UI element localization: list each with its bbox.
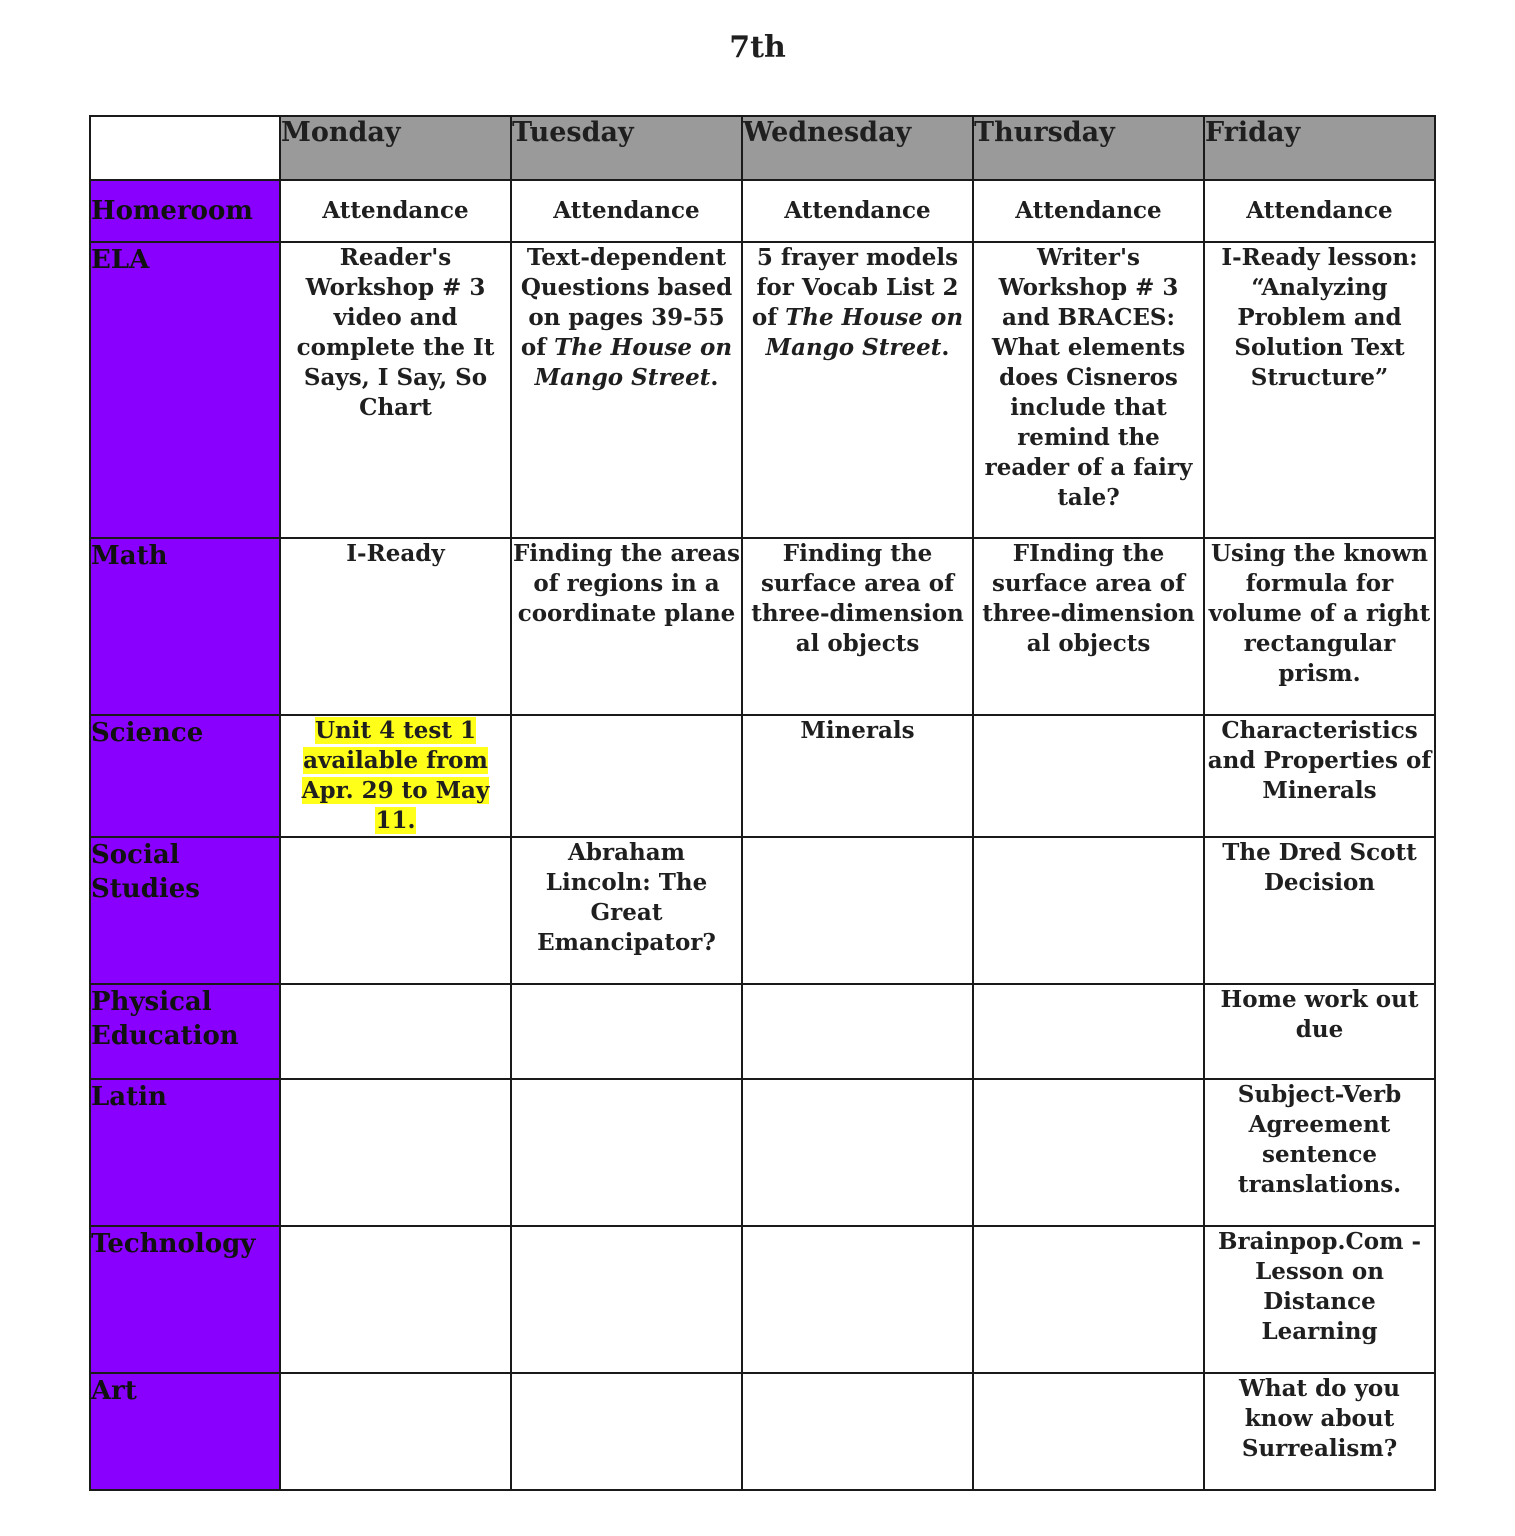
schedule-cell-wednesday: Minerals [742, 715, 973, 837]
day-header-monday: Monday [280, 116, 511, 180]
corner-cell [90, 116, 280, 180]
subject-label: Social Studies [90, 837, 280, 984]
schedule-cell-monday [280, 837, 511, 984]
schedule-row [90, 837, 1435, 984]
schedule-cell-friday: Home work out due [1204, 984, 1435, 1079]
schedule-cell-friday: Subject-Verb Agreement sentence translations. [1204, 1079, 1435, 1226]
day-header-row [90, 116, 1435, 180]
subject-label: Technology [90, 1226, 280, 1373]
schedule-cell-friday: What do you know about Surrealism? [1204, 1373, 1435, 1490]
subject-label: Homeroom [90, 180, 280, 242]
schedule-cell-friday: Brainpop.Com -Lesson on Distance Learning [1204, 1226, 1435, 1373]
schedule-cell-thursday [973, 984, 1204, 1079]
schedule-row [90, 715, 1435, 837]
schedule-cell-wednesday: Attendance [742, 180, 973, 242]
schedule-cell-monday [280, 1373, 511, 1490]
subject-label: Math [90, 538, 280, 715]
schedule-cell-thursday [973, 1373, 1204, 1490]
schedule-cell-monday: Reader's Workshop # 3 video and complete the It Says, I Say, So Chart [280, 242, 511, 538]
schedule-cell-friday: I-Ready lesson: “Analyzing Problem and Solution Text Structure” [1204, 242, 1435, 538]
schedule-cell-tuesday: Finding the areas of regions in a coordinate plane [511, 538, 742, 715]
schedule-cell-monday [280, 1079, 511, 1226]
schedule-cell-tuesday: Attendance [511, 180, 742, 242]
schedule-cell-monday [280, 984, 511, 1079]
schedule-cell-thursday [973, 715, 1204, 837]
day-header-friday: Friday [1204, 116, 1435, 180]
schedule-cell-tuesday: Text-dependent Questions based on pages 39-55 of The House on Mango Street. [511, 242, 742, 538]
subject-label: ELA [90, 242, 280, 538]
subject-label: Science [90, 715, 280, 837]
subject-label: Art [90, 1373, 280, 1490]
schedule-cell-friday: Attendance [1204, 180, 1435, 242]
day-header-wednesday: Wednesday [742, 116, 973, 180]
schedule-cell-thursday [973, 1079, 1204, 1226]
schedule-cell-friday: Using the known formula for volume of a right rectangular prism. [1204, 538, 1435, 715]
schedule-cell-tuesday [511, 984, 742, 1079]
schedule-row [90, 538, 1435, 715]
schedule-cell-friday: Characteristics and Properties of Minerals [1204, 715, 1435, 837]
day-header-tuesday: Tuesday [511, 116, 742, 180]
schedule-cell-tuesday [511, 1226, 742, 1373]
schedule-cell-thursday: Attendance [973, 180, 1204, 242]
schedule-cell-tuesday: Abraham Lincoln: The Great Emancipator? [511, 837, 742, 984]
schedule-cell-tuesday [511, 715, 742, 837]
schedule-cell-wednesday [742, 1226, 973, 1373]
schedule-cell-monday [280, 1226, 511, 1373]
schedule-cell-tuesday [511, 1373, 742, 1490]
schedule-cell-wednesday: Finding the surface area of three-dimension al objects [742, 538, 973, 715]
schedule-row [90, 1373, 1435, 1490]
schedule-cell-monday [280, 715, 511, 837]
schedule-cell-friday: The Dred Scott Decision [1204, 837, 1435, 984]
schedule-cell-monday: Attendance [280, 180, 511, 242]
schedule-body [90, 180, 1435, 1490]
schedule-row [90, 1226, 1435, 1373]
subject-label: Latin [90, 1079, 280, 1226]
schedule-row [90, 242, 1435, 538]
highlighted-test-notice: Unit 4 test 1 available from Apr. 29 to May 11. [301, 717, 490, 834]
schedule-cell-tuesday [511, 1079, 742, 1226]
schedule-row [90, 1079, 1435, 1226]
schedule-cell-monday: I-Ready [280, 538, 511, 715]
schedule-cell-thursday [973, 1226, 1204, 1373]
schedule-row [90, 984, 1435, 1079]
schedule-cell-thursday [973, 837, 1204, 984]
day-header-thursday: Thursday [973, 116, 1204, 180]
schedule-cell-wednesday: 5 frayer models for Vocab List 2 of The House on Mango Street. [742, 242, 973, 538]
schedule-cell-wednesday [742, 984, 973, 1079]
schedule-row [90, 180, 1435, 242]
schedule-cell-wednesday [742, 1079, 973, 1226]
schedule-cell-wednesday [742, 837, 973, 984]
schedule-cell-wednesday [742, 1373, 973, 1490]
schedule-cell-thursday: FInding the surface area of three-dimension al objects [973, 538, 1204, 715]
subject-label: Physical Education [90, 984, 280, 1079]
page-title: 7th [729, 30, 786, 65]
weekly-schedule-table [89, 115, 1436, 1491]
schedule-cell-thursday: Writer's Workshop # 3 and BRACES: What elements does Cisneros include that remind the reader of a fairy tale? [973, 242, 1204, 538]
